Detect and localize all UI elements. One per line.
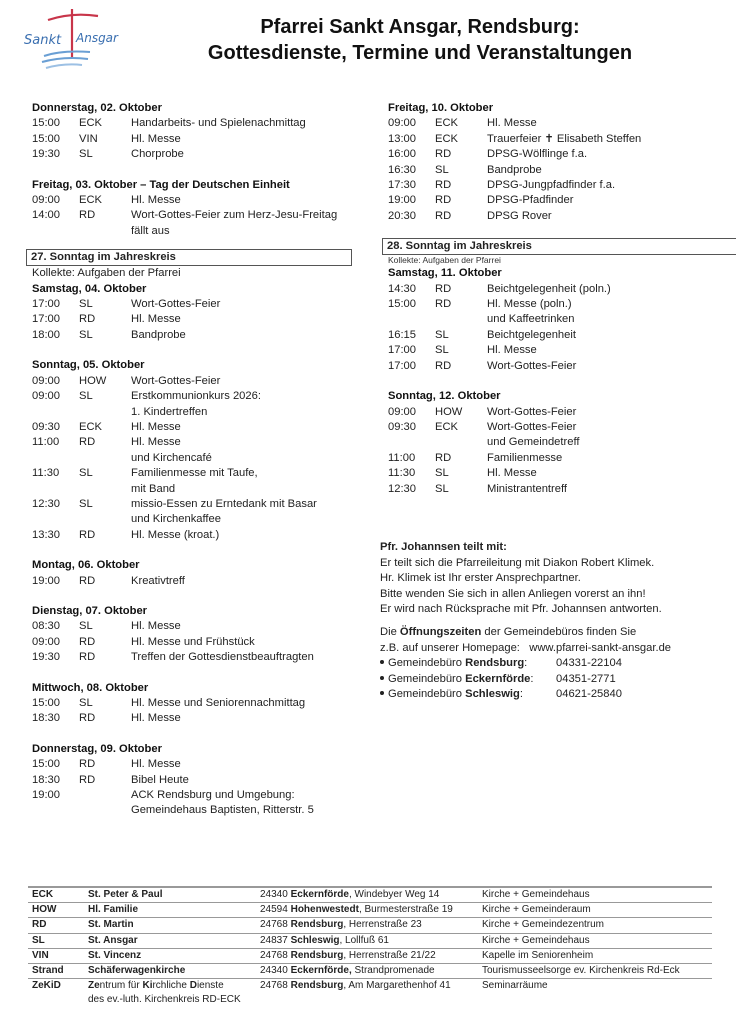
event-row: 11:00 RD Hl. Messe und Kirchencafé bbox=[32, 436, 212, 464]
day-heading: Sonntag, 05. Oktober bbox=[32, 359, 145, 372]
event-row: 17:00 SL Wort-Gottes-Feier bbox=[32, 298, 221, 311]
event-row: 16:30 SL Bandprobe bbox=[388, 163, 542, 176]
location-legend-table bbox=[28, 886, 712, 1008]
svg-text:Ansgar: Ansgar bbox=[76, 31, 118, 45]
day-heading: Samstag, 04. Oktober bbox=[32, 282, 147, 295]
page-title: Pfarrei Sankt Ansgar, Rendsburg: Gottesdienste, Termine und Veranstaltungen bbox=[207, 16, 633, 64]
event-row: 14:30 RD Beichtgelegenheit (poln.) bbox=[388, 282, 611, 295]
event-row: 16:00 RD DPSG-Wölflinge f.a. bbox=[388, 148, 588, 161]
table-row: RD St. Martin 24768 Rendsburg, Herrenstraße 23 Kirche + Gemeindezentrum bbox=[28, 918, 712, 933]
table-row: SL St. Ansgar 24837 Schleswig, Lollfuß 61 Kirche + Gemeindehaus bbox=[28, 934, 712, 949]
day-heading: Sonntag, 12. Oktober bbox=[388, 390, 501, 403]
event-row: 09:00 ECK Hl. Messe bbox=[388, 117, 537, 130]
pastor-notice: Pfr. Johannsen teilt mit: Er teilt sich die Pfarreileitung mit Diakon Robert Klimek. Hr. Klimek ist Ihr erster Ansprechpartner. Bitte wenden Sie sich in allen Anliegen vorerst an ihn! Er wird nach Rücksprache mit Pfr. Johannsen antworten. Die Öffnungszeiten der Gemeindebüros finden Sie z.B. auf unserer Homepage: www.pfarrei-sankt-ansgar.de Gemeindebüro Rendsburg: 04331-22104 Gemeindebüro Eckernförde: 04351-2771 Gemeindebüro Schleswig: 04621-25840 bbox=[380, 540, 720, 703]
homepage-link[interactable]: www.pfarrei-sankt-ansgar.de bbox=[529, 641, 672, 654]
office-rendsburg: Gemeindebüro Rendsburg: 04331-22104 bbox=[380, 656, 720, 672]
svg-text:Sankt: Sankt bbox=[24, 33, 62, 48]
event-row: 15:00 RD Hl. Messe (poln.) und Kaffeetrinken bbox=[388, 298, 575, 326]
event-row: 16:15 SL Beichtgelegenheit bbox=[388, 328, 576, 341]
day-heading: Donnerstag, 09. Oktober bbox=[32, 742, 162, 755]
event-row: 19:30 SL Chorprobe bbox=[32, 148, 184, 161]
event-row: 15:00 ECK Handarbeits- und Spielenachmittag bbox=[32, 117, 306, 130]
event-row: 12:30 SL missio-Essen zu Erntedank mit Basar und Kirchenkaffee bbox=[32, 497, 317, 526]
event-row: 17:00 RD Wort-Gottes-Feier bbox=[388, 359, 577, 372]
event-row: 19:00 RD Kreativtreff bbox=[32, 574, 185, 587]
day-heading: Dienstag, 07. Oktober bbox=[32, 604, 148, 617]
event-row: 17:00 RD Hl. Messe bbox=[32, 313, 181, 326]
event-row: 20:30 RD DPSG Rover bbox=[388, 209, 552, 222]
event-row: 17:30 RD DPSG-Jungpfadfinder f.a. bbox=[388, 179, 616, 192]
table-row: VIN St. Vincenz 24768 Rendsburg, Herrenstraße 21/22 Kapelle im Seniorenheim bbox=[28, 949, 712, 964]
event-row: 11:30 SL Familienmesse mit Taufe, mit Band bbox=[32, 467, 258, 495]
table-row: HOW Hl. Familie 24594 Hohenwestedt, Burmesterstraße 19 Kirche + Gemeinderaum bbox=[28, 903, 712, 918]
event-row: 13:30 RD Hl. Messe (kroat.) bbox=[32, 528, 220, 541]
sankt-ansgar-logo bbox=[22, 6, 134, 76]
event-row: 09:00 HOW Wort-Gottes-Feier bbox=[32, 374, 221, 387]
office-schleswig: Gemeindebüro Schleswig: 04621-25840 bbox=[380, 687, 720, 703]
event-row: 09:00 SL Erstkommunionkurs 2026: 1. Kindertreffen bbox=[32, 390, 261, 418]
event-row: 15:00 SL Hl. Messe und Seniorennachmittag bbox=[32, 697, 306, 709]
event-row: 19:00 ACK Rendsburg und Umgebung: Gemeindehaus Baptisten, Ritterstr. 5 bbox=[32, 789, 314, 817]
event-row: 09:00 HOW Wort-Gottes-Feier bbox=[388, 405, 577, 418]
event-row: 08:30 SL Hl. Messe bbox=[32, 620, 181, 633]
table-row: ZeKiD Zentrum für Kirchliche Dienste des ev.-luth. Kirchenkreis RD-ECK 24768 Rendsburg, Am Margarethenhof 41 Seminarräume bbox=[32, 980, 548, 1006]
event-row: 09:00 RD Hl. Messe und Frühstück bbox=[32, 635, 255, 648]
schedule-right-column bbox=[388, 101, 718, 497]
event-row: 19:00 RD DPSG-Pfadfinder bbox=[388, 194, 574, 207]
table-row: Strand Schäferwagenkirche 24340 Eckernförde, Strandpromenade Tourismusseelsorge ev. Kirchenkreis Rd-Eck bbox=[28, 964, 712, 979]
event-row: 18:00 SL Bandprobe bbox=[32, 328, 186, 341]
day-heading: Donnerstag, 02. Oktober bbox=[32, 102, 162, 114]
schedule-left-column bbox=[32, 101, 352, 819]
day-heading: Freitag, 03. Oktober – Tag der Deutschen Einheit bbox=[32, 178, 290, 191]
sunday-heading-box: 27. Sonntag im Jahreskreis bbox=[26, 249, 352, 266]
day-heading: Freitag, 10. Oktober bbox=[388, 102, 494, 114]
event-row: 11:00 RD Familienmesse bbox=[388, 451, 563, 464]
day-heading: Mittwoch, 08. Oktober bbox=[32, 681, 149, 694]
event-row: 09:30 ECK Hl. Messe bbox=[32, 420, 181, 433]
bullet-icon bbox=[380, 691, 384, 695]
office-eckernfoerde: Gemeindebüro Eckernförde: 04351-2771 bbox=[380, 672, 720, 688]
event-row: 18:30 RD Bibel Heute bbox=[32, 773, 189, 786]
page-header bbox=[0, 0, 736, 80]
sunday-heading-box: 28. Sonntag im Jahreskreis bbox=[382, 238, 736, 255]
event-row: 13:00 ECK Trauerfeier ✝ Elisabeth Steffen bbox=[388, 132, 642, 145]
table-row: ECK St. Peter & Paul 24340 Eckernförde, Windebyer Weg 14 Kirche + Gemeindehaus bbox=[28, 888, 712, 903]
event-row: 15:00 RD Hl. Messe bbox=[32, 758, 181, 771]
event-row: 09:30 ECK Wort-Gottes-Feier und Gemeindetreff bbox=[388, 420, 580, 449]
event-row: 15:00 VIN Hl. Messe bbox=[32, 132, 181, 145]
event-row: 17:00 SL Hl. Messe bbox=[388, 344, 537, 357]
office-hours-note: Die Öffnungszeiten der Gemeindebüros finden Sie bbox=[380, 625, 637, 638]
bullet-icon bbox=[380, 660, 384, 664]
event-row: 11:30 SL Hl. Messe bbox=[388, 467, 537, 480]
event-row: 09:00 ECK Hl. Messe bbox=[32, 194, 181, 207]
day-heading: Montag, 06. Oktober bbox=[32, 559, 140, 572]
kollekte-note: Kollekte: Aufgaben der Pfarrei bbox=[32, 267, 181, 280]
notice-heading: Pfr. Johannsen teilt mit: bbox=[380, 541, 507, 553]
bullet-icon bbox=[380, 676, 384, 680]
event-row: 12:30 SL Ministrantentreff bbox=[388, 482, 568, 495]
event-row: 18:30 RD Hl. Messe bbox=[32, 712, 181, 725]
cross-waves-icon bbox=[22, 6, 134, 76]
event-row: 14:00 RD Wort-Gottes-Feier zum Herz-Jesu-Freitag fällt aus bbox=[32, 209, 338, 237]
day-heading: Samstag, 11. Oktober bbox=[388, 267, 502, 280]
kollekte-note: Kollekte: Aufgaben der Pfarrei bbox=[388, 255, 501, 266]
event-row: 19:30 RD Treffen der Gottesdienstbeauftragten bbox=[32, 651, 314, 664]
